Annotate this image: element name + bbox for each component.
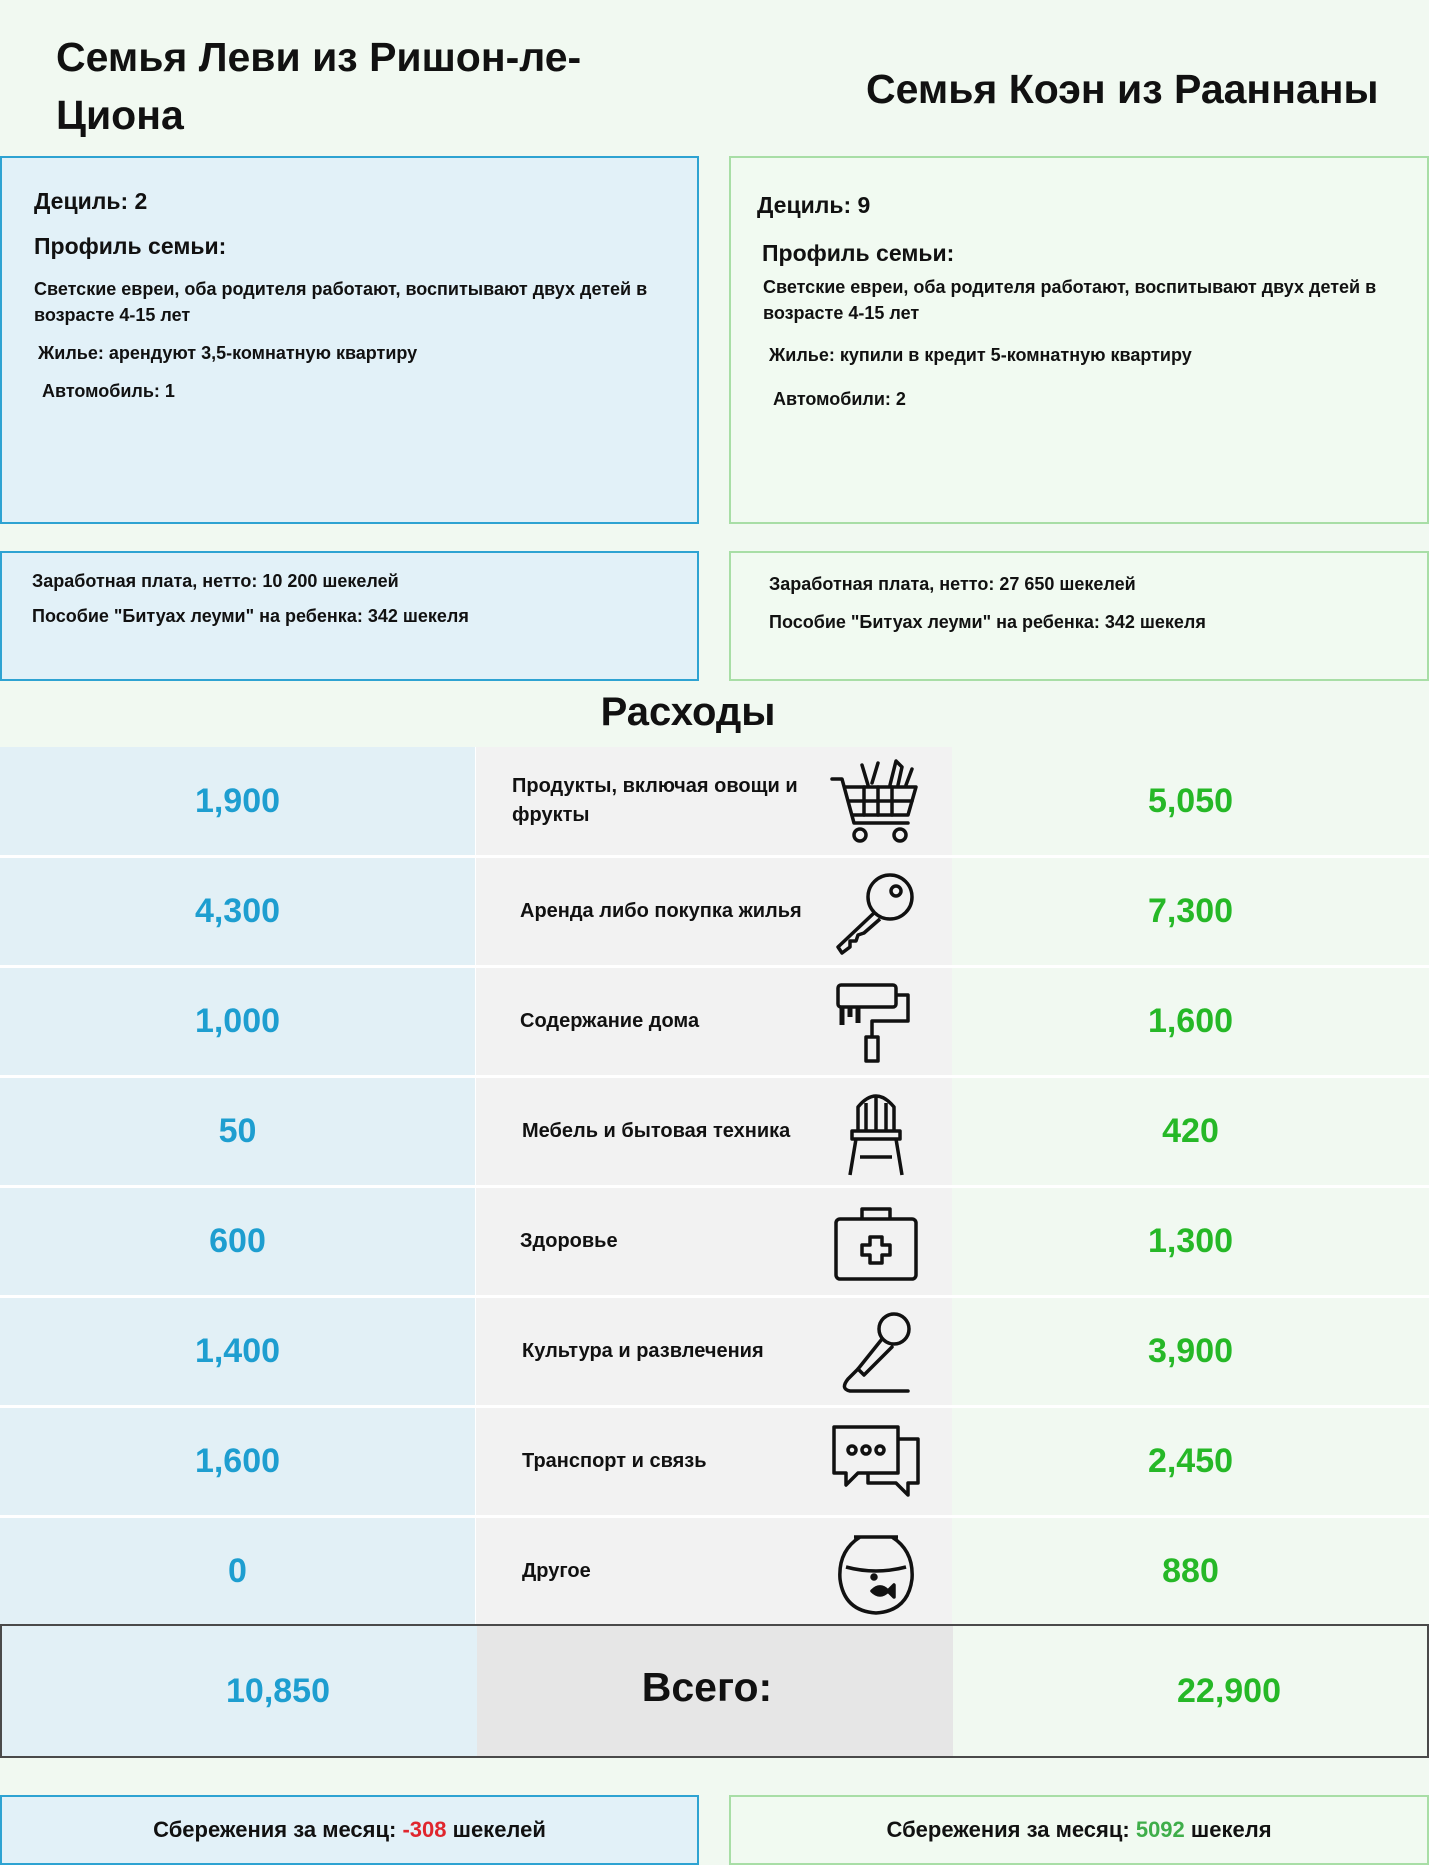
expense-row [0, 1407, 1429, 1515]
category-label: Другое [522, 1559, 591, 1582]
expense-left-cell [0, 967, 476, 1075]
expense-right-cell [952, 1407, 1429, 1515]
left-savings-prefix: Сбережения за месяц: [153, 1817, 403, 1842]
category-label: Аренда либо покупка жилья [520, 899, 802, 922]
expense-category-cell [476, 1407, 952, 1515]
expense-left-cell [0, 1517, 476, 1625]
left-amount: 50 [218, 1112, 257, 1150]
expense-right-cell [952, 1077, 1429, 1185]
chat-bubbles-icon [828, 1417, 924, 1507]
left-savings-value: -308 [402, 1817, 447, 1842]
right-amount: 2,450 [1147, 1442, 1234, 1480]
left-amount: 0 [228, 1552, 247, 1590]
left-amount: 1,400 [194, 1332, 281, 1370]
left-amount: 4,300 [194, 892, 281, 930]
right-savings-value: 5092 [1135, 1817, 1185, 1842]
expense-row [0, 1077, 1429, 1185]
expense-right-cell [952, 967, 1429, 1075]
left-savings-suffix: шекелей [446, 1817, 546, 1842]
fishbowl-icon [828, 1527, 924, 1617]
row-divider [0, 1405, 1429, 1408]
left-profile-text: Светские евреи, оба родителя работают, воспитывают двух детей в возрасте 4-15 лет [34, 279, 648, 325]
right-total: 22,900 [1177, 1672, 1281, 1710]
left-cars: Автомобиль: 1 [42, 381, 175, 401]
paint-roller-icon [828, 977, 924, 1067]
microphone-icon [828, 1307, 924, 1397]
right-family-title: Семья Коэн из Рааннаны [866, 66, 1379, 112]
first-aid-kit-icon [828, 1197, 924, 1287]
expense-category-cell [476, 1297, 952, 1405]
expense-right-cell [952, 1517, 1429, 1625]
category-label: Содержание дома [520, 1009, 700, 1032]
expense-category-cell [476, 967, 952, 1075]
category-label: Транспорт и связь [522, 1449, 707, 1472]
expense-category-cell [476, 1187, 952, 1295]
right-amount: 5,050 [1147, 782, 1234, 820]
category-label: Культура и развлечения [522, 1339, 764, 1362]
category-label: Продукты, включая овощи и фрукты [512, 775, 798, 826]
expense-left-cell [0, 1077, 476, 1185]
left-amount: 600 [209, 1222, 266, 1260]
left-amount: 1,000 [194, 1002, 281, 1040]
right-amount: 1,600 [1147, 1002, 1234, 1040]
expense-left-cell [0, 1187, 476, 1295]
right-decile: Дециль: 9 [757, 192, 871, 218]
left-housing: Жилье: арендуют 3,5-комнатную квартиру [38, 343, 418, 363]
expense-category-cell [476, 1077, 952, 1185]
left-profile-card [0, 156, 699, 524]
total-label: Всего: [641, 1664, 773, 1710]
expense-category-cell [476, 747, 952, 855]
right-cars: Автомобили: 2 [773, 389, 906, 409]
key-icon [828, 867, 924, 957]
expense-row [0, 967, 1429, 1075]
right-savings-prefix: Сбережения за месяц: [886, 1817, 1136, 1842]
expense-category-cell [476, 857, 952, 965]
expense-left-cell [0, 1297, 476, 1405]
right-housing: Жилье: купили в кредит 5-комнатную квартиру [769, 345, 1192, 365]
right-amount: 3,900 [1147, 1332, 1234, 1370]
left-total: 10,850 [226, 1672, 330, 1710]
right-profile-card [729, 156, 1429, 524]
right-savings-suffix: шекеля [1184, 1817, 1272, 1842]
right-savings [729, 1795, 1429, 1865]
right-amount: 420 [1162, 1112, 1219, 1150]
expense-left-cell [0, 747, 476, 855]
left-amount: 1,600 [194, 1442, 281, 1480]
right-income-card [729, 551, 1429, 681]
row-divider [0, 1515, 1429, 1518]
left-profile-label: Профиль семьи: [34, 233, 227, 259]
left-salary: Заработная плата, нетто: 10 200 шекелей [32, 571, 399, 591]
expense-left-cell [0, 1407, 476, 1515]
shopping-cart-icon [828, 757, 924, 847]
expense-row [0, 1517, 1429, 1625]
chair-icon [828, 1087, 924, 1177]
left-savings [0, 1795, 699, 1865]
left-allowance: Пособие "Битуах леуми" на ребенка: 342 шекеля [32, 606, 469, 626]
expense-right-cell [952, 857, 1429, 965]
left-decile: Дециль: 2 [34, 188, 148, 214]
right-allowance: Пособие "Битуах леуми" на ребенка: 342 шекеля [769, 612, 1206, 632]
right-profile-text: Светские евреи, оба родителя работают, воспитывают двух детей в возрасте 4-15 лет [763, 277, 1377, 323]
expense-right-cell [952, 1297, 1429, 1405]
expense-row [0, 1297, 1429, 1405]
expense-right-cell [952, 1187, 1429, 1295]
right-salary: Заработная плата, нетто: 27 650 шекелей [769, 574, 1136, 594]
left-family-title: Семья Леви из Ришон-ле-Циона [56, 34, 582, 138]
expense-right-cell [952, 747, 1429, 855]
right-profile-label: Профиль семьи: [762, 240, 955, 266]
row-divider [0, 1295, 1429, 1298]
left-income-card [0, 551, 699, 681]
right-amount: 7,300 [1147, 892, 1234, 930]
category-label: Здоровье [520, 1229, 618, 1252]
row-divider [0, 965, 1429, 968]
category-label: Мебель и бытовая техника [522, 1119, 791, 1142]
row-divider [0, 1075, 1429, 1078]
total-row [0, 1624, 1429, 1758]
row-divider [0, 1185, 1429, 1188]
expense-left-cell [0, 857, 476, 965]
expenses-title: Расходы [600, 690, 776, 734]
expense-row [0, 1187, 1429, 1295]
left-amount: 1,900 [194, 782, 281, 820]
expense-category-cell [476, 1517, 952, 1625]
expense-row [0, 747, 1429, 855]
right-amount: 1,300 [1147, 1222, 1234, 1260]
right-amount: 880 [1162, 1552, 1219, 1590]
row-divider [0, 855, 1429, 858]
expense-row [0, 857, 1429, 965]
